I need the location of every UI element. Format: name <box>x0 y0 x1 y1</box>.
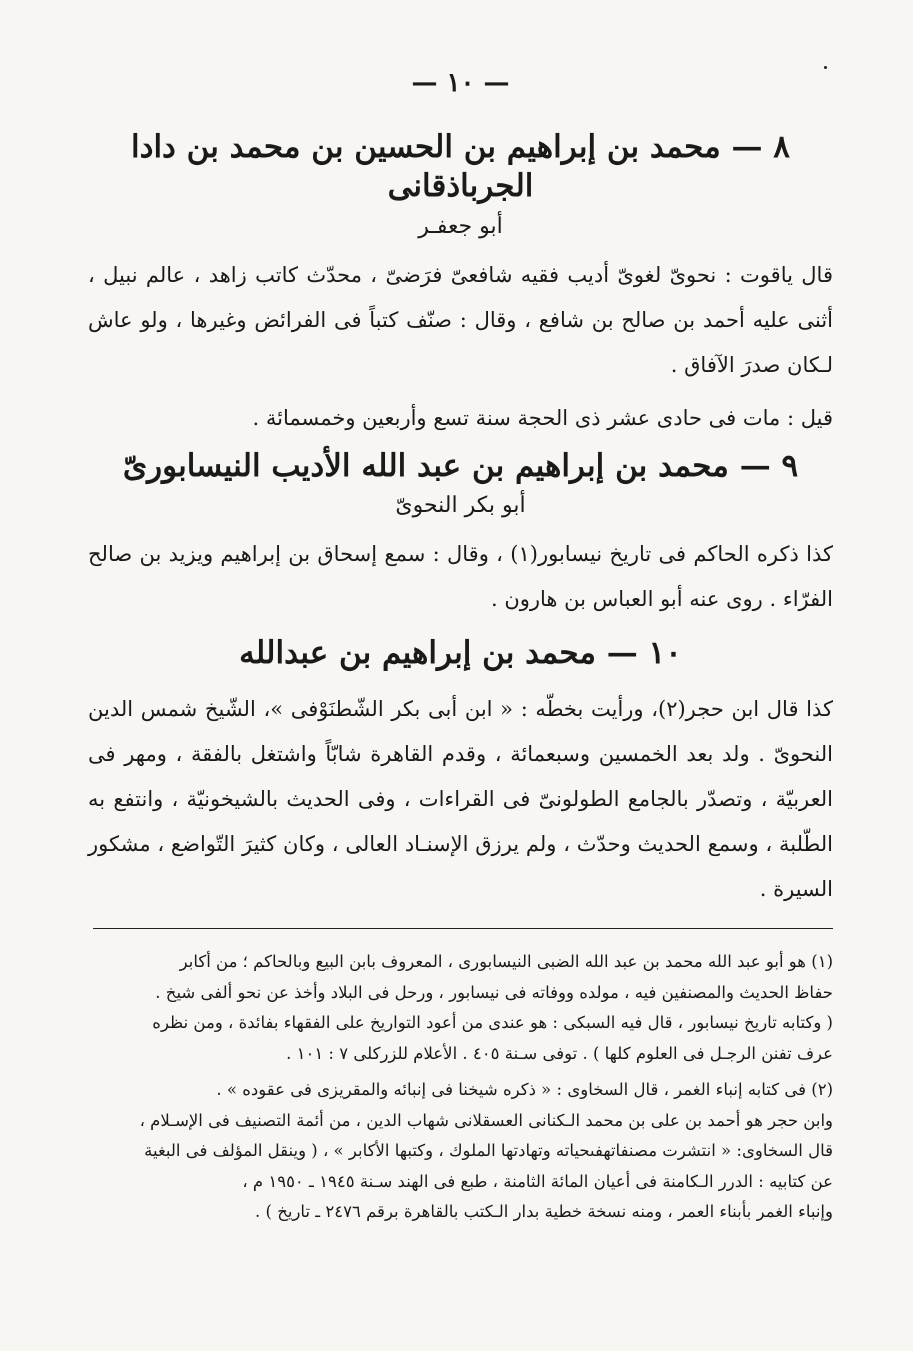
footnote-divider <box>93 928 833 929</box>
entry-9-paragraph: كذا ذكره الحاكم فى تاريخ نيسابور(١) ، وقال : سمع إسحاق بن إبراهيم ويزيد بن صالح الفرّاء . روى عنه أبو العباس بن هارون . <box>88 542 834 612</box>
footnote-2 <box>88 1075 833 1228</box>
footnote-1 <box>88 947 833 1069</box>
footnote-line: (١) هو أبو عبد الله محمد بن عبد الله الضبى النيسابورى ، المعروف بابن البيع وبالحاكم ؛ من أكابر <box>179 952 833 971</box>
footnote-line: ( وكتابه تاريخ نيسابور ، قال فيه السبكى : هو عندى من أعود التواريخ على الفقهاء بفائدة ، ومن نظره <box>152 1013 833 1032</box>
footnotes <box>88 947 833 1228</box>
entry-title-8: ٨ — محمد بن إبراهيم بن الحسين بن محمد بن دادا الجرباذقانى <box>131 129 790 204</box>
footnote-line: عرف تفنن الرجـل فى العلوم كلها ) . توفى سـنة ٤٠٥ . الأعلام للزركلى ٧ : ١٠١ . <box>286 1043 833 1063</box>
entry-title-9: ٩ — محمد بن إبراهيم بن عبد الله الأديب النيسابورىّ <box>122 447 799 484</box>
footnote-line: حفاظ الحديث والمصنفين فيه ، مولده ووفاته فى نيسابور ، ورحل فى البلاد وأخذ عن نحو ألفى شيخ . <box>155 982 833 1002</box>
entry-kunya-8: أبو جعفـر <box>418 213 503 239</box>
page-number: — ١٠ — <box>411 68 510 98</box>
footnote-line: قال السخاوى: « انتشرت مصنفاتهفىحياته وتهادتها الملوك ، وكتبها الأكابر » ، ( وينقل المؤلف فى البغية <box>144 1141 833 1160</box>
footnote-line: عن كتابيه : الدرر الـكامنة فى أعيان المائة الثامنة ، طبع فى الهند سـنة ١٩٤٥ ـ ١٩٥٠ م ، <box>242 1171 833 1191</box>
entry-10-paragraph: كذا قال ابن حجر(٢)، ورأيت بخطّه : « ابن أبى بكر الشّطنَوْفى »، الشّيخ شمس الدين النحوىّ . ولد بعد الخمسين وسبعمائة ، وقدم القاهرة شابّاً واشتغل بالفقة ، ومهر فى العربيّة ، وتصدّر بالجامع الطولونىّ فى القراءات ، وفى الحديث بالشيخونيّة ، وانتفع به الطّلبة ، وسمع الحديث وحدّث ، ولم يرزق الإسنـاد العالى ، وكان كثيرَ التّواضع ، مشكور السيرة . <box>88 697 834 901</box>
entry-8-paragraph: قيل : مات فى حادى عشر ذى الحجة سنة تسع وأربعين وخمسمائة . <box>252 405 833 430</box>
footnote-line: (٢) فى كتابه إنباء الغمر ، قال السخاوى : « ذكره شيخنا فى إنبائه والمقريزى فى عقوده » . <box>216 1080 833 1099</box>
footnote-line: وإنباء الغمر بأبناء العمر ، ومنه نسخة خطية بدار الـكتب بالقاهرة برقم ٢٤٧٦ ـ تاريخ ) . <box>255 1202 833 1221</box>
entry-8-paragraph: قال ياقوت : نحوىّ لغوىّ أديب فقيه شافعىّ فرَضىّ ، محدّث كاتب زاهد ، عالم نبيل ، أثنى عليه أحمد بن صالح بن شافع ، وقال : صنّف كتباً فى الفرائض وغيرها ، ولو عاش لـكان صدرَ الآفاق . <box>88 262 833 377</box>
footnote-line: وابن حجر هو أحمد بن على بن محمد الـكنانى العسقلانى شهاب الدين ، من أئمة التصنيف فى الإسـلام ، <box>139 1110 833 1130</box>
entry-title-10: ١٠ — محمد بن إبراهيم بن عبدالله <box>239 635 682 672</box>
entry-kunya-9: أبو بكر النحوىّ <box>395 493 526 519</box>
